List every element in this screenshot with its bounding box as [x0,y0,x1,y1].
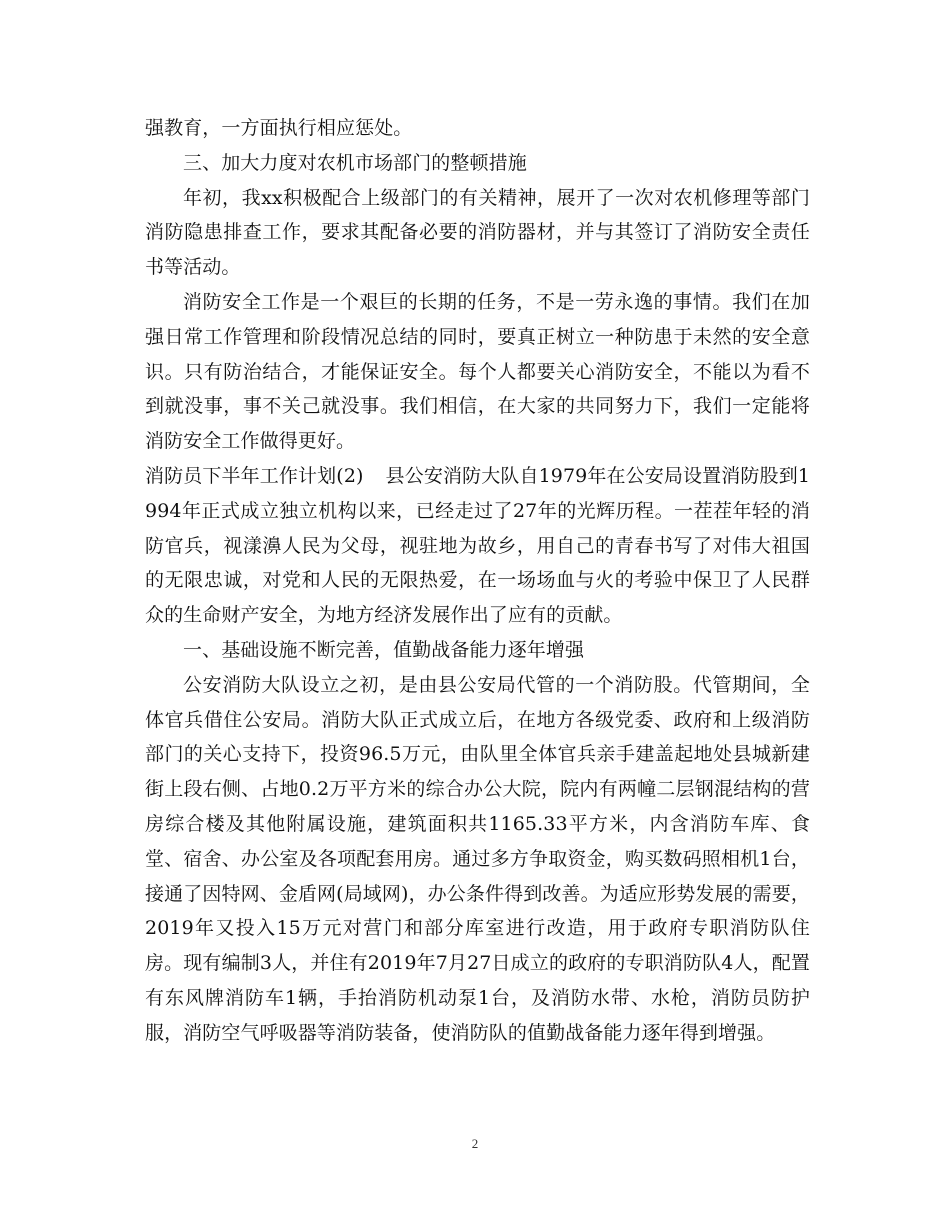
heading-three: 三、加大力度对农机市场部门的整顿措施 [183,151,527,174]
section-paragraph [145,459,810,633]
section-title: 消防员下半年工作计划(2) [145,464,364,487]
paragraph-1: 强教育，一方面执行相应惩处。 [145,117,413,139]
page-number: 2 [471,1136,479,1151]
body-paragraph-1: 公安消防大队设立之初，是由县公安局代管的一个消防股。代管期间，全体官兵借住公安局。消防大队正式成立后，在地方各级党委、政府和上级消防部门的关心支持下，投资96.5万元，由队里全体官兵亲手建盖起地处县城新建街上段右侧、占地0.2万平方米的综合办公大院，院内有两幢二层钢混结构的营房综合楼及其他附属设施，建筑面积共1165.33平方米，内含消防车库、食堂、宿舍、办公室及各项配套用房。通过多方争取资金，购买数码照相机1台，接通了因特网、金盾网(局域网)，办公条件得到改善。为适应形势发展的需要，2019年又投入15万元对营门和部分库室进行改造，用于政府专职消防队住房。现有编制3人，并住有2019年7月27日成立的政府的专职消防队4人，配置有东风牌消防车1辆，手抬消防机动泵1台，及消防水带、水枪，消防员防护服，消防空气呼吸器等消防装备，使消防队的值勤战备能力逐年得到增强。 [145,673,810,1044]
section-intro: 县公安消防大队自1979年在公安局设置消防股到1994年正式成立独立机构以来，已经走过了27年的光辉历程。一茬茬年轻的消防官兵，视漾濞人民为父母，视驻地为故乡，用自己的青春书写了对伟大祖国的无限忠诚，对党和人民的无限热爱，在一场场血与火的考验中保卫了人民群众的生命财产安全，为地方经济发展作出了应有的贡献。 [145,464,811,627]
paragraph-3: 年初，我xx积极配合上级部门的有关精神，展开了一次对农机修理等部门消防隐患排查工作，要求其配备必要的消防器材，并与其签订了消防安全责任书等活动。 [145,186,810,279]
paragraph-4: 消防安全工作是一个艰巨的长期的任务，不是一劳永逸的事情。我们在加强日常工作管理和阶段情况总结的同时，要真正树立一种防患于未然的安全意识。只有防治结合，才能保证安全。每个人都要关心消防安全，不能以为看不到就没事，事不关己就没事。我们相信，在大家的共同努力下，我们一定能将消防安全工作做得更好。 [145,290,810,453]
document-page [145,111,810,1051]
heading-one: 一、基础设施不断完善，值勤战备能力逐年增强 [183,638,585,661]
